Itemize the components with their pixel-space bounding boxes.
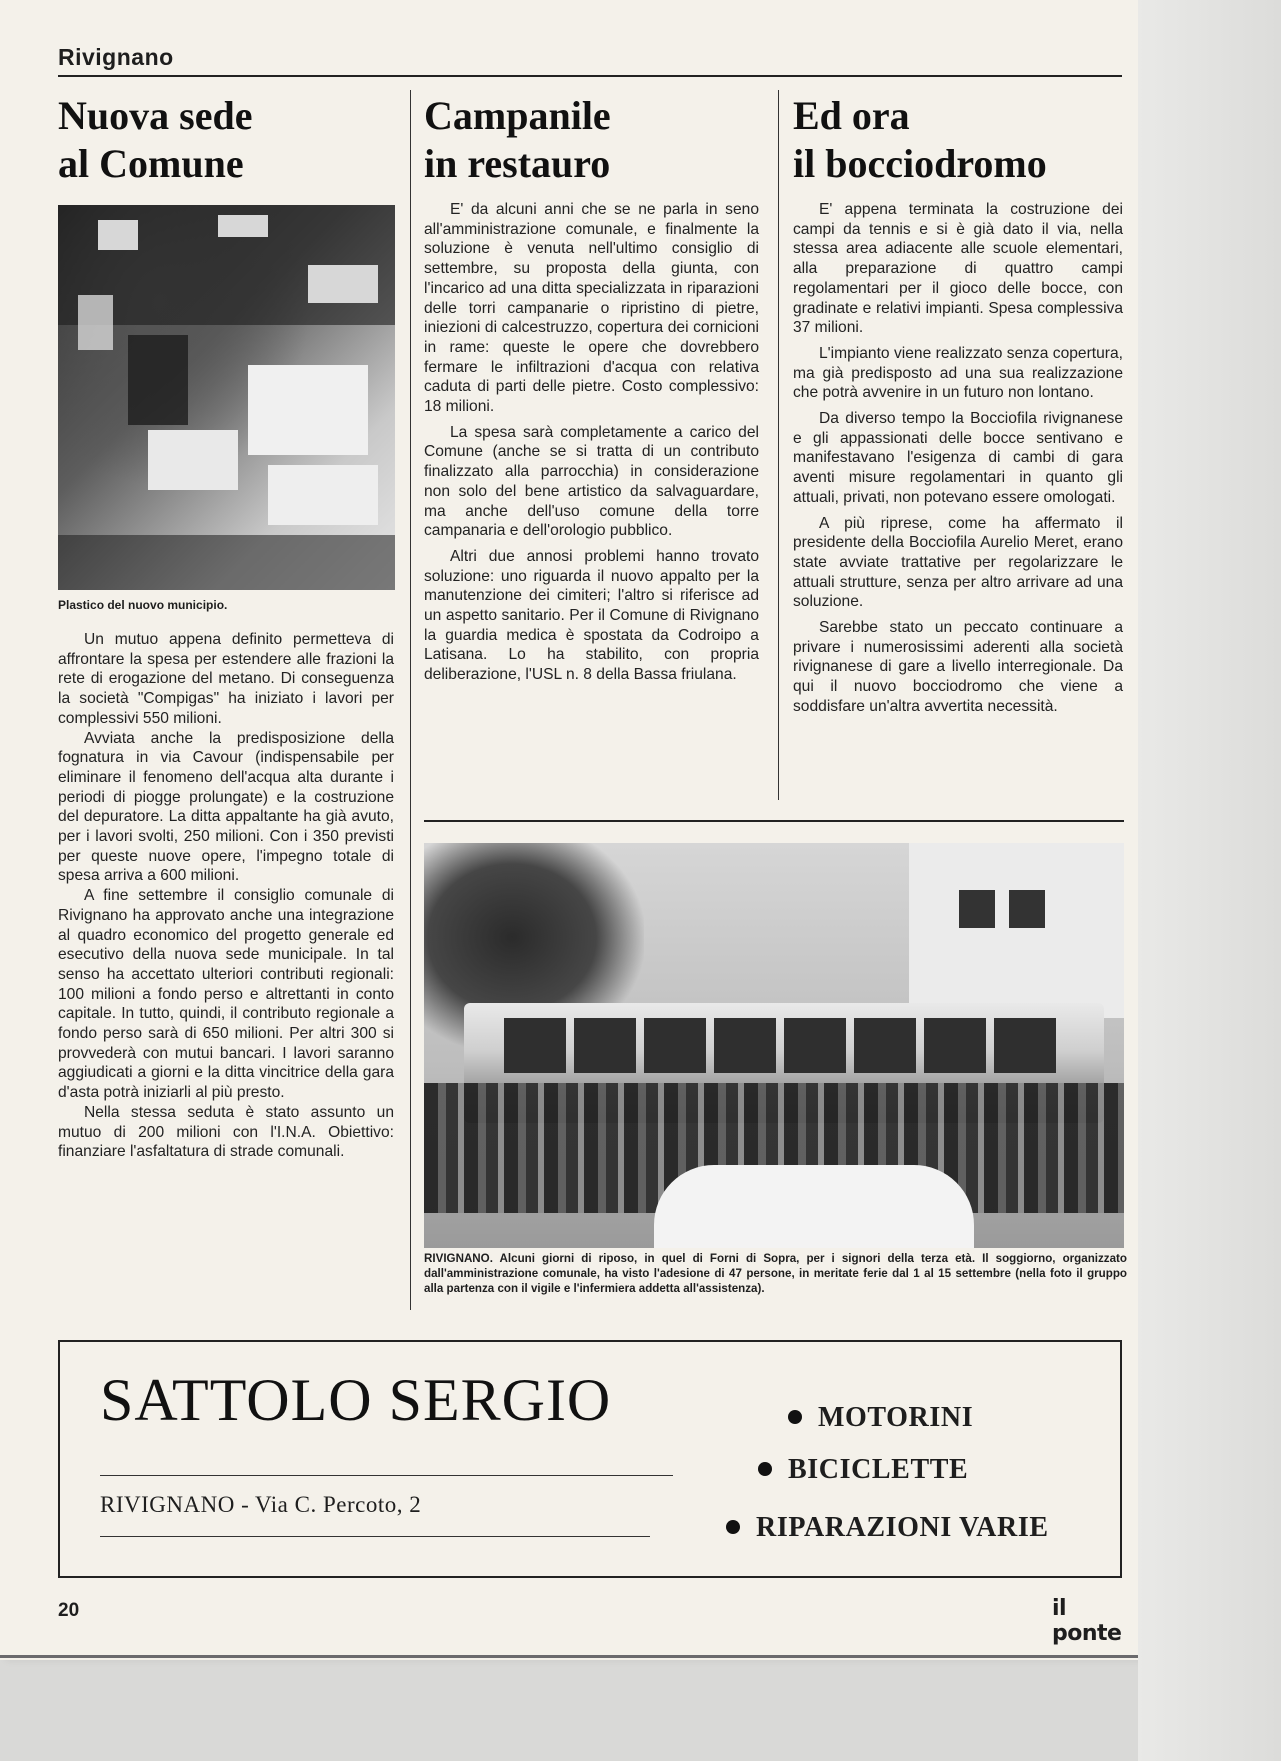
paragraph: E' da alcuni anni che se ne parla in seno all'amministrazione comunale, e finalmente la soluzione è venuta nell'ultimo consiglio di settembre, su proposta della giunta, con l'incarico ad una ditta specializzata in riparazioni delle torri campanarie o ripristino di pietre, iniezioni di calcestruzzo, copertura dei cornicioni in rame: queste le opere che dovrebbero fermare le infiltrazioni d'acqua con relativa caduta di parti delle pietre. Costo complessivo: 18 milioni.	[424, 201, 759, 416]
paragraph: Altri due annosi problemi hanno trovato soluzione: uno riguarda il nuovo appalto per la manutenzione dei cimiteri; l'altro si riferisce ad un aspetto sanitario. Per il Comune di Rivignano la guardia medica è spostata da Codroipo a Latisana. Lo ha stabilito, con propria deliberazione, l'USL n. 8 della Bassa friulana.	[424, 547, 759, 684]
photo-caption: Plastico del nuovo municipio.	[58, 598, 228, 612]
article-1-title	[58, 92, 378, 188]
bullet-icon	[758, 1462, 772, 1476]
paragraph: Un mutuo appena definito permetteva di affrontare la spesa per estendere alle frazioni la rete di erogazione del metano. Di conseguenza la società "Compigas" ha iniziato i lavori per complessivi 550 milioni.	[58, 631, 394, 727]
article-1-body	[58, 630, 394, 1162]
article-3-title-line-1: Ed ora	[793, 93, 910, 138]
column-divider	[410, 90, 411, 1310]
paragraph: La spesa sarà completamente a carico del Comune (anche se si tratta di un contributo finalizzato alla parrocchia) in considerazione non solo del bene artistico da salvaguardare, ma anche dell'uso comune della torre campanaria e dell'orologio pubblico.	[424, 423, 759, 540]
paragraph: E' appena terminata la costruzione dei campi da tennis e si è già dato il via, nella stessa area adiacente alle scuole elementari, alla preparazione di quattro campi regolamentari per il gioco delle bocce, con gradinate e relativi impianti. Spesa complessiva 37 milioni.	[793, 201, 1123, 337]
group-bus-photo	[424, 843, 1124, 1248]
paragraph: Nella stessa seduta è stato assunto un mutuo di 200 milioni con l'I.N.A. Obiettivo: finanziare l'asfaltatura di strade comunali.	[58, 1103, 394, 1161]
ad-business-name: SATTOLO SERGIO	[100, 1367, 612, 1433]
article-1-title-line-2: al Comune	[58, 141, 244, 186]
paragraph: Sarebbe stato un peccato continuare a privare i numerosissimi aderenti alla società rivignanese di gare a livello interregionale. Da qui il nuovo bocciodromo che viene a soddisfare un'altra avvertita necessità.	[793, 619, 1123, 715]
ad-address: RIVIGNANO - Via C. Percoto, 2	[100, 1492, 422, 1517]
paragraph: A fine settembre il consiglio comunale di Rivignano ha approvato anche una integrazione al quadro economico del progetto generale ed esecutivo della nuova sede municipale. In tal senso ha accettato ulteriori contributi regionali: 100 milioni a fondo perso e altrettanti in conto capitale. In tutto, quindi, il contributo regionale a fondo perso sarà di 650 milioni. Per altri 300 si provvederà con mutui bancari. I lavori saranno aggiudicati a giorni e la ditta vincitrice della gara d'asta potrà iniziarli al più presto.	[58, 887, 394, 1102]
building-shape	[909, 843, 1124, 1018]
column-divider	[778, 90, 779, 800]
section-header: Rivignano	[58, 44, 174, 70]
paragraph: L'impianto viene realizzato senza copertura, ma già predisposto ad una sua realizzazione che potrà avvenire in un futuro non lontano.	[793, 344, 1123, 402]
ad-item-label: RIPARAZIONI VARIE	[756, 1512, 1049, 1543]
ad-rule	[100, 1475, 673, 1476]
publication-logo: il ponte	[1052, 1596, 1122, 1646]
municipio-model-photo	[58, 205, 395, 590]
scan-margin	[1138, 0, 1281, 1761]
article-1-title-line-1: Nuova sede	[58, 93, 253, 138]
ad-item	[726, 1512, 1049, 1544]
section-rule	[424, 820, 1124, 822]
header-rule	[58, 75, 1122, 77]
paragraph: A più riprese, come ha affermato il presidente della Bocciofila Aurelio Meret, erano state avviate trattative per regolarizzare le attuali strutture, senza per altro arrivare ad una soluzione.	[793, 514, 1123, 611]
page-number: 20	[58, 1600, 80, 1621]
ad-rule	[100, 1536, 650, 1537]
paragraph: Da diverso tempo la Bocciofila rivignanese e gli appassionati delle bocce sentivano e manifestavano l'esigenza di cambi di gara aventi misure regolamentari in quanto gli attuali, privati, non potevano essere omologati.	[793, 410, 1123, 506]
article-2-title	[424, 92, 744, 188]
article-3-title-line-2: il bocciodromo	[793, 141, 1047, 186]
bullet-icon	[788, 1410, 802, 1424]
page-edge	[0, 1655, 1138, 1658]
article-2-title-line-1: Campanile	[424, 93, 611, 138]
bullet-icon	[726, 1520, 740, 1534]
ad-item	[758, 1454, 968, 1486]
ad-item-label: MOTORINI	[818, 1402, 974, 1433]
article-2-title-line-2: in restauro	[424, 141, 611, 186]
ad-item-label: BICICLETTE	[788, 1454, 969, 1485]
group-photo-caption: RIVIGNANO. Alcuni giorni di riposo, in quel di Forni di Sopra, per i signori della terza età. Il soggiorno, organizzato dall'amministrazione comunale, ha visto l'adesione di 47 persone, in meritate ferie dal 1 al 15 settembre (nella foto il gruppo alla partenza con il vigile e l'infermiera addetta all'assistenza).	[424, 1252, 1127, 1295]
paragraph: Avviata anche la predisposizione della fognatura in via Cavour (indispensabile per eliminare il fenomeno dell'acqua alta durante i periodi di piogge prolungate) e la costruzione del depuratore. La ditta appaltante ha già avuto, per i lavori svolti, 250 milioni. Con i 350 previsti per queste nuove opere, l'impegno totale di spesa arriva a 600 milioni.	[58, 729, 394, 885]
ad-item	[788, 1402, 973, 1434]
article-3-title	[793, 92, 1123, 188]
car-shape	[654, 1165, 974, 1248]
article-2-body	[424, 200, 759, 685]
article-3-body	[793, 200, 1123, 717]
